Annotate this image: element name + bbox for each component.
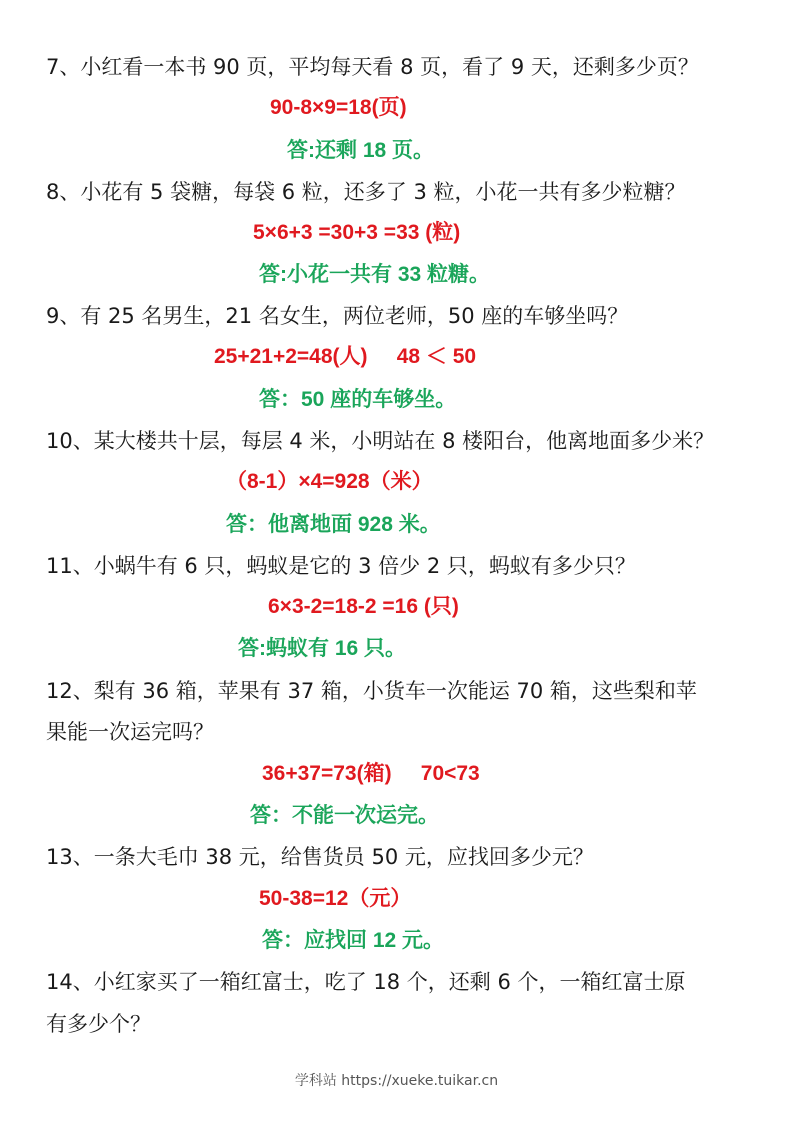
page-footer-source: 学科站 https://xueke.tuikar.cn — [294, 1073, 499, 1089]
problem-12-calculation: 36+37=73(箱) 70<73 — [262, 762, 480, 785]
problem-9-calculation: 25+21+2=48(人) 48 ＜ 50 — [214, 345, 477, 368]
problem-14-question-line-1: 14、小红家买了一箱红富士，吃了 18 个，还剩 6 个，一箱红富士原 — [46, 970, 686, 994]
problem-14-question-line-2: 有多少个？ — [46, 1012, 151, 1036]
problem-12-answer: 答：不能一次运完。 — [250, 804, 439, 827]
problem-7-calculation: 90-8×9=18(页) — [270, 96, 407, 119]
problem-11-question: 11、小蜗牛有 6 只，蚂蚁是它的 3 倍少 2 只，蚂蚁有多少只？ — [46, 554, 636, 578]
problem-9-question: 9、有 25 名男生，21 名女生，两位老师，50 座的车够坐吗？ — [46, 304, 629, 328]
problem-13-calculation: 50-38=12（元） — [259, 887, 412, 910]
problem-10-calculation: （8-1）×4=928（米） — [226, 470, 433, 493]
problem-10-answer: 答：他离地面 928 米。 — [226, 513, 441, 536]
problem-8-answer: 答:小花一共有 33 粒糖。 — [259, 263, 491, 286]
problem-8-calculation: 5×6+3 =30+3 =33 (粒) — [253, 221, 461, 244]
problem-13-answer: 答：应找回 12 元。 — [262, 929, 445, 952]
problem-7-question: 7、小红看一本书 90 页，平均每天看 8 页，看了 9 天，还剩多少页？ — [46, 55, 699, 79]
problem-11-answer: 答:蚂蚁有 16 只。 — [238, 637, 407, 660]
problem-7-answer: 答:还剩 18 页。 — [287, 139, 435, 162]
problem-10-question: 10、某大楼共十层，每层 4 米，小明站在 8 楼阳台，他离地面多少米？ — [46, 429, 715, 453]
problem-9-answer: 答：50 座的车够坐。 — [259, 388, 457, 411]
problem-12-question-line-2: 果能一次运完吗？ — [46, 720, 214, 744]
problem-8-question: 8、小花有 5 袋糖，每袋 6 粒，还多了 3 粒，小花一共有多少粒糖？ — [46, 180, 686, 204]
problem-12-question-line-1: 12、梨有 36 箱，苹果有 37 箱，小货车一次能运 70 箱，这些梨和苹 — [46, 679, 697, 703]
problem-11-calculation: 6×3-2=18-2 =16 (只) — [268, 595, 459, 618]
problem-13-question: 13、一条大毛巾 38 元，给售货员 50 元，应找回多少元？ — [46, 845, 594, 869]
